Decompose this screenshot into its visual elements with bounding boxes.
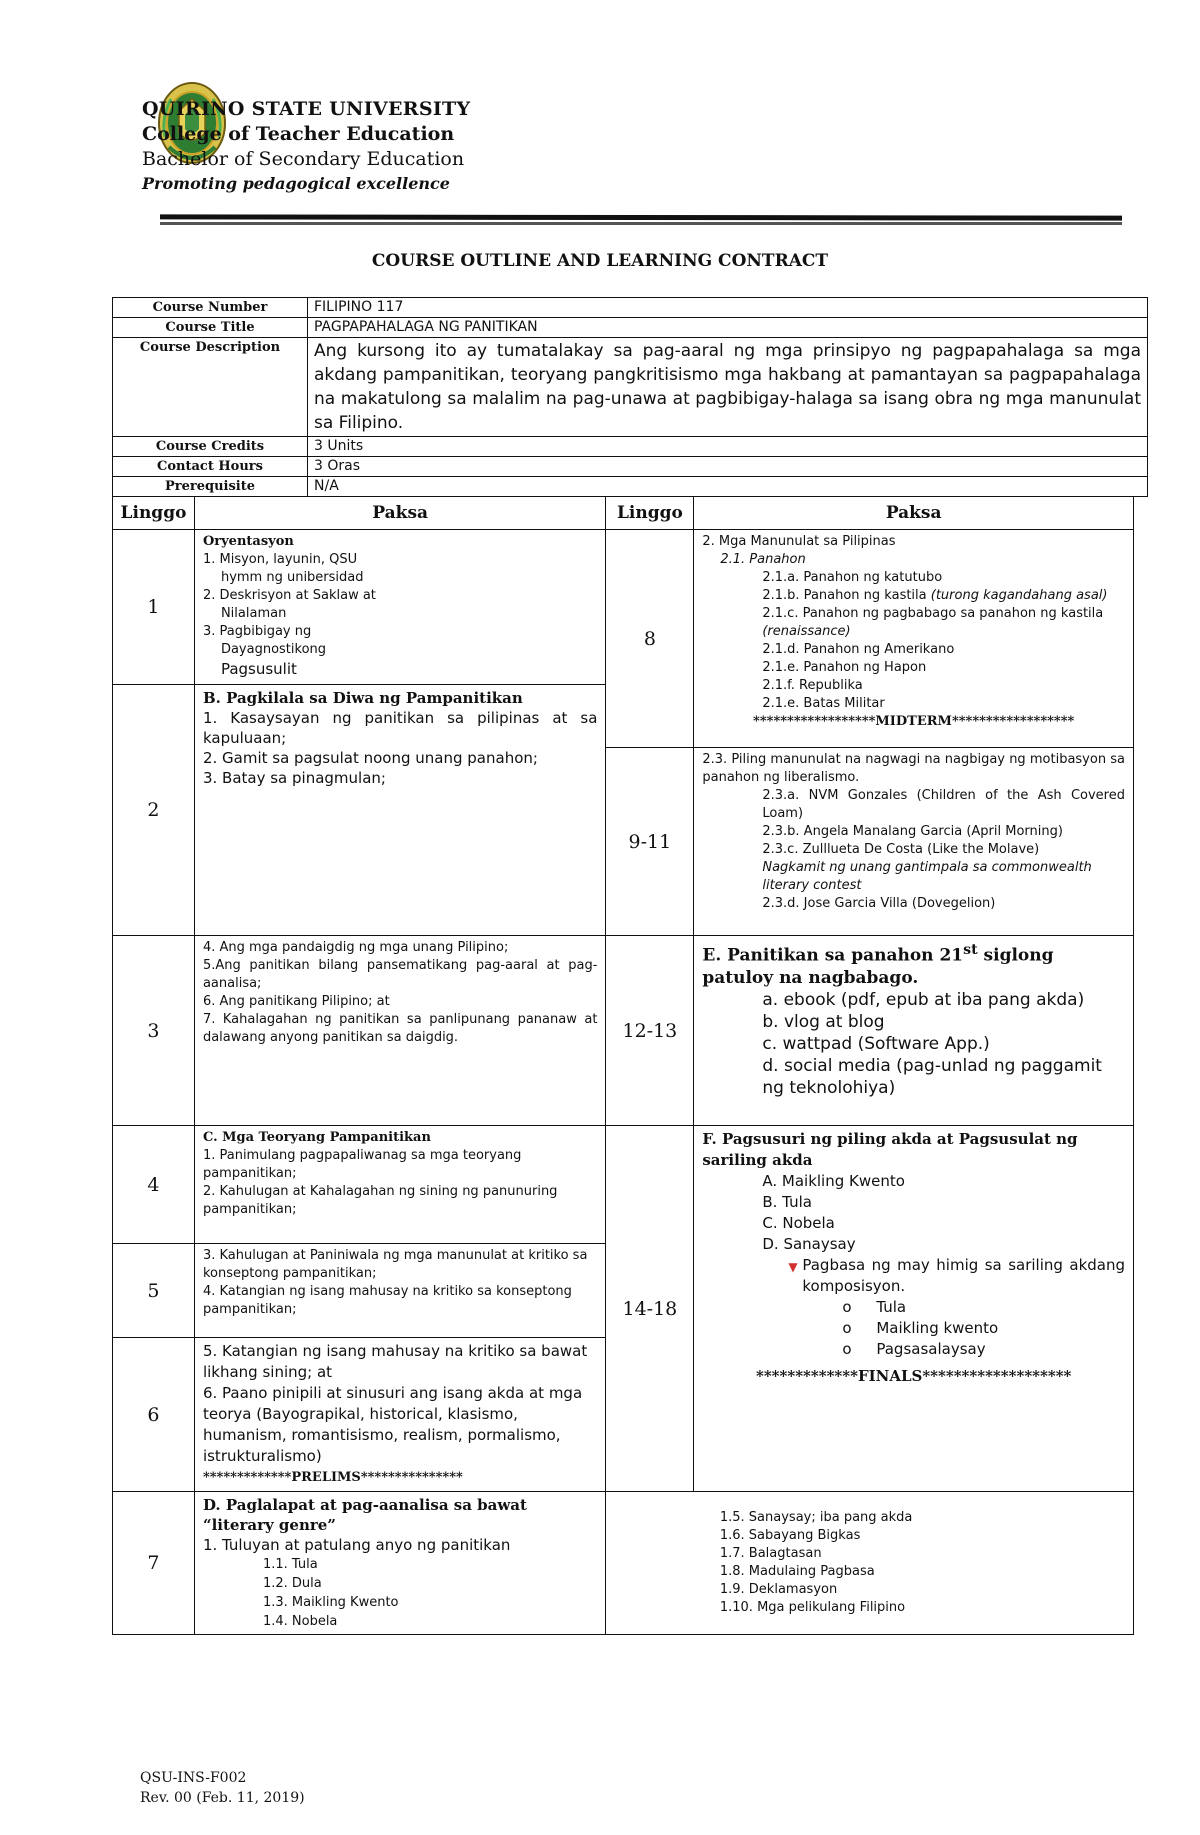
topic-line: b. vlog at blog [762,1011,885,1032]
topic-line: c. wattpad (Software App.) [762,1033,990,1054]
week-number: 12-13 [606,936,694,1126]
topic-line: Dayagnostikong [220,642,327,657]
topic-line: 1.7. Balagtasan [719,1546,822,1561]
topic-line: 2.1.e. Panahon ng Hapon [762,660,927,675]
week-column-header-right: Linggo [606,497,694,530]
topic-line: 3. Batay sa pinagmulan; [202,769,386,787]
prelims-marker: *************PRELIMS*************** [202,1470,463,1485]
topic-text: Pagsasalaysay [876,1340,986,1358]
topic-line: 2. Kahulugan at Kahalagahan ng sining ng panunuring pampanitikan; [202,1184,558,1217]
week-number: 7 [113,1492,195,1635]
topic-line: 1. Kasaysayan ng panitikan sa pilipinas at sa kapuluaan; [202,709,598,747]
week-number: 9-11 [606,748,694,936]
week-number: 4 [113,1126,195,1244]
course-title-value: PAGPAPAHALAGA NG PANITIKAN [308,318,1148,338]
topic-line: C. Nobela [762,1214,835,1232]
topic-line: 6. Paano pinipili at sinusuri ang isang akda at mga teorya (Bayograpikal, historical, klasismo, humanism, romantisismo, realism, pormalismo, istrukturalismo) [202,1384,583,1465]
prerequisite-row [113,477,1148,497]
topic-line: 3. Kahulugan at Paniniwala ng mga manunulat at kritiko sa konseptong pampanitikan; [202,1248,588,1281]
motto: Promoting pedagogical excellence [142,174,450,193]
week-5-topics [194,1244,605,1338]
week-column-header-left: Linggo [113,497,195,530]
topic-line: 2.1.a. Panahon ng katutubo [762,570,943,585]
topic-line [702,587,1125,605]
week-number: 2 [113,685,195,936]
topic-line: 3. Pagbibigay ng [202,624,312,639]
arrow-bullet-icon: ▼ [788,1260,798,1274]
topic-line [702,1318,1125,1339]
topic-title-a: E. Panitikan sa panahon 21 [702,945,964,966]
week-9-11-topics [694,748,1134,936]
week-number: 8 [606,530,694,748]
schedule-row [113,530,1134,685]
program-name: Bachelor of Secondary Education [142,148,465,170]
topic-line: 5.Ang panitikan bilang pansematikang pag-aaral at pag-aanalisa; [202,958,598,991]
circle-bullet-icon: o [842,1319,852,1337]
topic-line: Pagsusulit [220,660,297,678]
prerequisite-label: Prerequisite [113,477,308,497]
topic-line: 1.4. Nobela [262,1614,338,1629]
finals-marker: *************FINALS******************* [755,1367,1072,1385]
week-number: 1 [113,530,195,685]
topic-line [702,605,1125,641]
topic-line: 2.1.f. Republika [762,678,863,693]
topic-column-header-left: Paksa [194,497,605,530]
topic-line: 2.3.d. Jose Garcia Villa (Dovegelion) [762,896,996,911]
topic-line: 2.1.e. Batas Militar [762,696,885,711]
circle-bullet-icon: o [842,1340,852,1358]
course-credits-label: Course Credits [113,437,308,457]
topic-line: 1.1. Tula [262,1557,318,1572]
schedule-header-row [113,497,1134,530]
topic-line: B. Tula [762,1193,812,1211]
course-credits-value: 3 Units [308,437,1148,457]
topic-line: 1.8. Madulaing Pagbasa [719,1564,875,1579]
contact-hours-row [113,457,1148,477]
topic-title: F. Pagsusuri ng piling akda at Pagsusulat ng sariling akda [702,1130,1078,1169]
topic-line: a. ebook (pdf, epub at iba pang akda) [762,989,1085,1010]
schedule-row [113,936,1134,1126]
week-7-topics [194,1492,605,1635]
topic-line: 5. Katangian ng isang mahusay na kritiko sa bawat likhang sining; at [202,1342,588,1381]
topic-line: D. Sanaysay [762,1235,856,1253]
topic-line: 2.3.b. Angela Manalang Garcia (April Morning) [762,824,1063,839]
topic-line: 1.10. Mga pelikulang Filipino [719,1600,906,1615]
topic-text: 2.1.b. Panahon ng kastila [762,588,927,603]
topic-line: 6. Ang panitikang Pilipino; at [202,994,390,1009]
course-number-value: FILIPINO 117 [308,298,1148,318]
course-info-table [112,297,1148,497]
topic-line: 2. Deskrisyon at Saklaw at [202,588,376,603]
topic-line [702,1339,1125,1360]
topic-line: 1.9. Deklamasyon [719,1582,838,1597]
topic-line: 2.3.a. NVM Gonzales (Children of the Ash Covered Loam) [762,788,1125,821]
topic-text: 2.1.c. Panahon ng pagbabago sa panahon ng kastila [762,606,1104,621]
topic-line: 2.1.d. Panahon ng Amerikano [762,642,955,657]
header-rule [160,214,1122,220]
topic-line: 1. Tuluyan at patulang anyo ng panitikan [202,1536,511,1554]
topic-line: 4. Katangian ng isang mahusay na kritiko sa konseptong pampanitikan; [202,1284,572,1317]
week-1-topics [194,530,605,685]
midterm-marker: ******************MIDTERM****************** [753,714,1075,729]
topic-line: 1. Panimulang pagpapaliwanag sa mga teoryang pampanitikan; [202,1148,522,1181]
topic-title [702,939,1125,989]
course-description-row [113,338,1148,437]
topic-note: (renaissance) [762,624,851,639]
topic-line: d. social media (pag-unlad ng paggamit ng teknolohiya) [762,1055,1102,1098]
week-number: 3 [113,936,195,1126]
header-rule-shadow [160,222,1122,225]
course-number-row [113,298,1148,318]
course-description-value: Ang kursong ito ay tumatalakay sa pag-aaral ng mga prinsipyo ng pagpapahalaga sa mga akdang pampanitikan, teoryang pangkritisismo mga hakbang at pamantayan sa pagpapahalaga na makatulong sa malalim na pag-unawa at pagbibigay-halaga sa isang obra ng mga manunulat sa Filipino. [308,338,1148,437]
topic-line: 4. Ang mga pandaigdig ng mga unang Pilipino; [202,940,509,955]
topic-line: 7. Kahalagahan ng panitikan sa panlipunang pananaw at dalawang anyong panitikan sa daigdig. [202,1012,598,1045]
topic-text: Pagbasa ng may himig sa sariling akdang komposisyon. [802,1256,1125,1295]
week-3-topics [194,936,605,1126]
topic-title: B. Pagkilala sa Diwa ng Pampanitikan [202,689,523,707]
topic-title: Oryentasyon [202,534,294,549]
course-description-label: Course Description [113,338,308,437]
topic-line [702,1255,1125,1297]
topic-line: 1. Misyon, layunin, QSU [202,552,358,567]
topic-line: 2. Mga Manunulat sa Pilipinas [702,534,896,549]
schedule-table [112,496,1134,1635]
topic-line: 1.3. Maikling Kwento [262,1595,399,1610]
topic-line: 1.2. Dula [262,1576,322,1591]
topic-title-sup: st [963,942,978,958]
college-name: College of Teacher Education [142,123,455,145]
form-code: QSU-INS-F002 [140,1770,247,1786]
week-number: 14-18 [606,1126,694,1492]
topic-line: 2.3. Piling manunulat na nagwagi na nagbigay ng motibasyon sa panahon ng liberalismo. [702,752,1125,785]
topic-column-header-right: Paksa [694,497,1134,530]
schedule-row [113,1126,1134,1244]
topic-line: hymm ng unibersidad [220,570,364,585]
week-2-topics [194,685,605,936]
schedule-row [113,1492,1134,1635]
contact-hours-label: Contact Hours [113,457,308,477]
week-12-13-topics [694,936,1134,1126]
topic-text: Tula [876,1298,907,1316]
topic-line: 2.1. Panahon [720,552,806,567]
week-4-topics [194,1126,605,1244]
topic-line: 1.6. Sabayang Bigkas [719,1528,861,1543]
week-number: 6 [113,1338,195,1492]
week-14-18-topics [694,1126,1134,1492]
topic-title: C. Mga Teoryang Pampanitikan [202,1130,431,1145]
topic-line [702,1297,1125,1318]
topic-line: Nilalaman [220,606,287,621]
course-credits-row [113,437,1148,457]
form-revision: Rev. 00 (Feb. 11, 2019) [140,1790,305,1806]
week-8-topics [694,530,1134,748]
week-number: 5 [113,1244,195,1338]
topic-line: Nagkamit ng unang gantimpala sa commonwealth literary contest [762,860,1092,893]
topic-line: 2. Gamit sa pagsulat noong unang panahon; [202,749,538,767]
week-7-continued-topics [694,1492,1134,1635]
circle-bullet-icon: o [842,1298,852,1316]
course-number-label: Course Number [113,298,308,318]
document-title: COURSE OUTLINE AND LEARNING CONTRACT [371,251,829,271]
week-6-topics [194,1338,605,1492]
topic-title: D. Paglalapat at pag-aanalisa sa bawat “literary genre” [202,1496,527,1534]
topic-line: 1.5. Sanaysay; iba pang akda [719,1510,913,1525]
topic-line: 2.3.c. Zulllueta De Costa (Like the Molave) [762,842,1040,857]
course-title-label: Course Title [113,318,308,338]
topic-text: Maikling kwento [876,1319,999,1337]
topic-title-b: siglong patuloy na nagbabago. [702,945,1054,988]
topic-note: (turong kagandahang asal) [930,588,1108,603]
university-name: QUIRINO STATE UNIVERSITY [142,98,471,120]
week-7-continued-spacer [606,1492,694,1635]
course-title-row [113,318,1148,338]
prerequisite-value: N/A [308,477,1148,497]
contact-hours-value: 3 Oras [308,457,1148,477]
topic-line: A. Maikling Kwento [762,1172,905,1190]
